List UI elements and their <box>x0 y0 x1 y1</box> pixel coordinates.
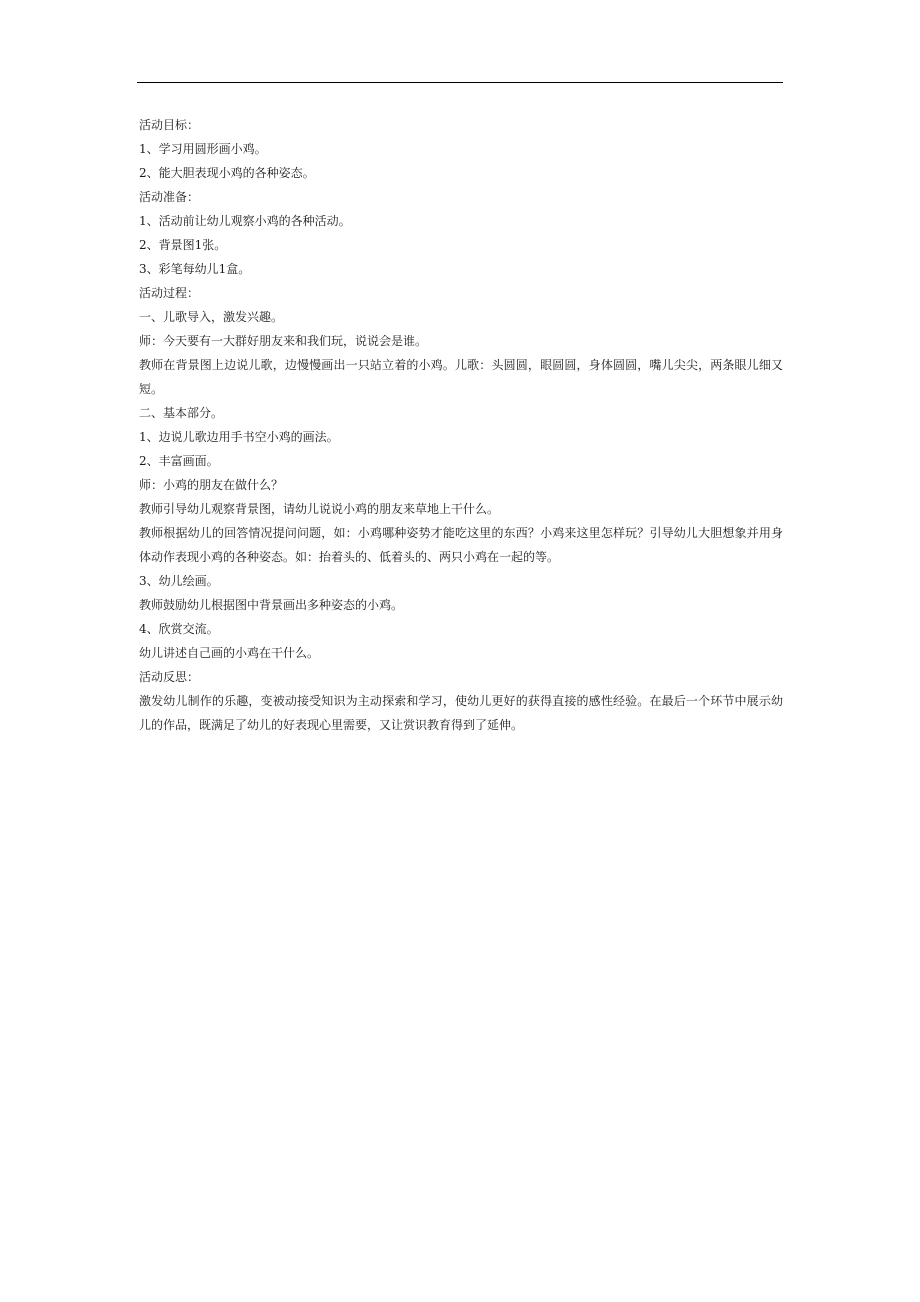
document-body <box>139 113 783 737</box>
header-rule <box>137 82 783 83</box>
process-paragraph: 师：小鸡的朋友在做什么？ <box>139 478 284 492</box>
process-paragraph: 教师引导幼儿观察背景图，请幼儿说说小鸡的朋友来草地上干什么。 <box>139 502 500 516</box>
process-step-1-heading: 一、儿歌导入，激发兴趣。 <box>139 310 284 324</box>
prep-item-1: 1、活动前让幼儿观察小鸡的各种活动。 <box>139 214 351 228</box>
process-paragraph: 教师鼓励幼儿根据图中背景画出多种姿态的小鸡。 <box>139 598 404 612</box>
goal-item-1: 1、学习用圆形画小鸡。 <box>139 142 267 156</box>
prep-item-2: 2、背景图1张。 <box>139 238 227 252</box>
process-paragraph: 1、边说儿歌边用手书空小鸡的画法。 <box>139 430 339 444</box>
process-paragraph: 教师在背景图上边说儿歌，边慢慢画出一只站立着的小鸡。儿歌：头圆圆，眼圆圆，身体圆圆，嘴儿尖尖，两条眼儿细又短。 <box>139 358 783 396</box>
section-heading-process: 活动过程： <box>139 286 200 300</box>
section-heading-goals: 活动目标： <box>139 118 200 132</box>
goal-item-2: 2、能大胆表现小鸡的各种姿态。 <box>139 166 315 180</box>
reflection-paragraph: 激发幼儿制作的乐趣，变被动接受知识为主动探索和学习，使幼儿更好的获得直接的感性经验。在最后一个环节中展示幼儿的作品，既满足了幼儿的好表现心里需要，又让赏识教育得到了延伸。 <box>139 694 783 732</box>
process-paragraph: 教师根据幼儿的回答情况提问问题，如：小鸡哪种姿势才能吃这里的东西？小鸡来这里怎样玩？引导幼儿大胆想象并用身体动作表现小鸡的各种姿态。如：抬着头的、低着头的、两只小鸡在一起的等。 <box>139 526 783 564</box>
process-paragraph: 2、丰富画面。 <box>139 454 219 468</box>
process-paragraph: 4、欣赏交流。 <box>139 622 219 636</box>
section-heading-preparation: 活动准备： <box>139 190 200 204</box>
process-paragraph: 幼儿讲述自己画的小鸡在干什么。 <box>139 646 320 660</box>
section-heading-reflection: 活动反思： <box>139 670 200 684</box>
process-step-2-heading: 二、基本部分。 <box>139 406 224 420</box>
prep-item-3: 3、彩笔每幼儿1盒。 <box>139 262 251 276</box>
process-paragraph: 3、幼儿绘画。 <box>139 574 219 588</box>
process-paragraph: 师：今天要有一大群好朋友来和我们玩，说说会是谁。 <box>139 334 428 348</box>
